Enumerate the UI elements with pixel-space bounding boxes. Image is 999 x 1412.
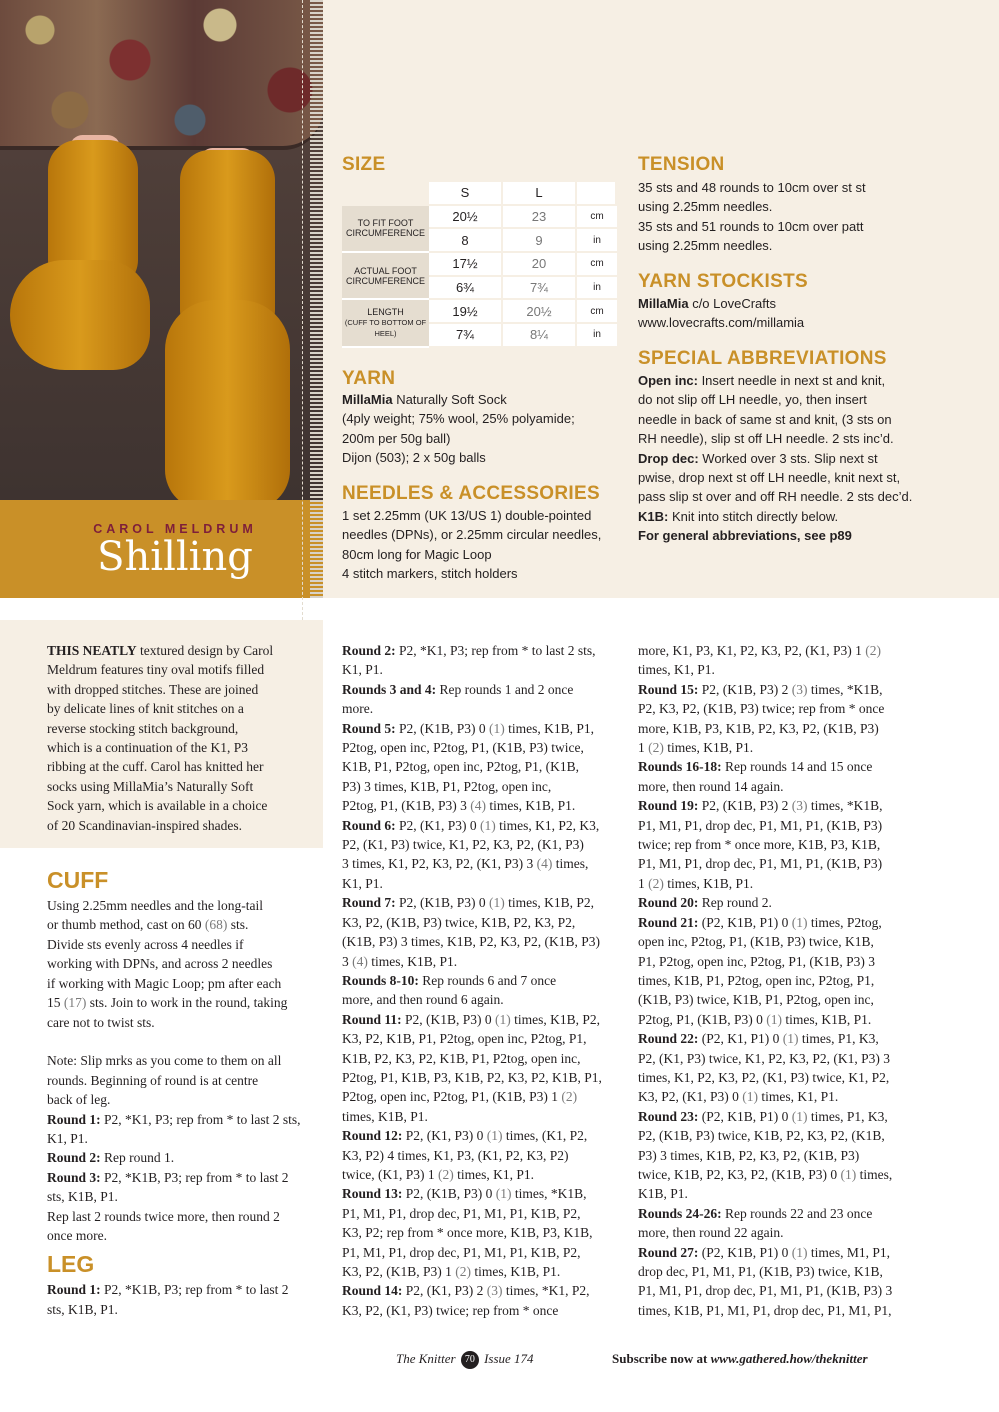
larger-size-value: (1) <box>791 914 808 930</box>
round-line: Round 21: (P2, K1B, P1) 0 (1) times, P2tog, <box>638 914 882 930</box>
larger-size-value: (4) <box>470 798 487 814</box>
size-row-label: TO FIT FOOT CIRCUMFERENCE <box>342 206 429 253</box>
round-line: Round 1: P2, *K1, P3; rep from * to last 2 sts, <box>47 1111 301 1127</box>
round-line: P1, M1, P1, drop dec, P1, M1, P1, K1B, P2, <box>342 1205 581 1221</box>
intro-line: ribbing at the cuff. Carol has knitted her <box>47 759 264 775</box>
round-line: 1 (2) times, K1B, P1. <box>638 740 754 756</box>
round-label: Round 14: <box>342 1283 403 1299</box>
round-line: K3, P2) 4 times, K1, P3, (K1, P2, K3, P2) <box>342 1147 569 1163</box>
cuff-line: or thumb method, cast on 60 (68) sts. <box>47 917 249 933</box>
round-label: Round 13: <box>342 1186 403 1202</box>
abbrev-term: Open inc: <box>638 373 698 388</box>
larger-size-value: (3) <box>791 681 808 697</box>
round-line: Rounds 16-18: Rep rounds 14 and 15 once <box>638 759 873 775</box>
larger-size-value: (1) <box>495 1186 512 1202</box>
round-line: P1, M1, P1, drop dec, P1, M1, P1, (K1B, P3) <box>638 817 883 833</box>
sock-right-foot <box>165 300 290 500</box>
round-line: Round 2: Rep round 1. <box>47 1150 175 1166</box>
round-line: 3 times, K1, P2, K3, P2, (K1, P3) 3 (4) times, <box>342 856 589 872</box>
size-cell: 8¼ <box>503 324 577 348</box>
round-label: Round 1: <box>47 1282 101 1298</box>
tension-heading: TENSION <box>638 154 725 175</box>
unit-cell: in <box>577 229 617 253</box>
stockist-rest: c/o LoveCrafts <box>688 296 777 311</box>
round-line: Round 13: P2, (K1B, P3) 0 (1) times, *K1B, <box>342 1186 587 1202</box>
yarn-line: 200m per 50g ball) <box>342 430 451 446</box>
round-line: Rounds 3 and 4: Rep rounds 1 and 2 once <box>342 681 574 697</box>
author-name: CAROL MELDRUM <box>93 522 257 536</box>
larger-size-value: (3) <box>791 798 808 814</box>
round-line: P2tog, P1, (K1B, P3) 3 (4) times, K1B, P1. <box>342 798 576 814</box>
round-line: K3, P2, (K1, P3) twice; rep from * once <box>342 1302 559 1318</box>
round-label: Round 6: <box>342 817 396 833</box>
yarn-heading: YARN <box>342 368 396 389</box>
round-line: K1, P1. <box>342 662 383 678</box>
round-line: open inc, P2tog, P1, (K1B, P3) twice, K1B, <box>638 934 874 950</box>
round-line: Round 23: (P2, K1B, P1) 0 (1) times, P1, K3, <box>638 1108 888 1124</box>
round-label: Rounds 8-10: <box>342 972 419 988</box>
round-line: 3 (4) times, K1B, P1. <box>342 953 458 969</box>
round-label: Round 1: <box>47 1111 101 1127</box>
round-line: (K1B, P3) 3 times, K1B, P2, K3, P2, (K1B, P3) <box>342 934 601 950</box>
round-line: K1B, P2, K3, P2, K1B, P1, P2tog, open inc, <box>342 1050 581 1066</box>
stockists-heading: YARN STOCKISTS <box>638 271 808 292</box>
abbrev-line: pwise, drop next st off LH needle, knit next st, <box>638 470 901 486</box>
round-label: Round 22: <box>638 1031 699 1047</box>
round-label: Rounds 16-18: <box>638 759 722 775</box>
larger-size-value: (1) <box>480 817 496 833</box>
needles-heading: NEEDLES & ACCESSORIES <box>342 483 600 504</box>
round-line: Round 6: P2, (K1, P3) 0 (1) times, K1, P2, K3, <box>342 817 600 833</box>
tension-line: 35 sts and 48 rounds to 10cm over st st <box>638 180 866 195</box>
larger-size-value: (4) <box>352 953 368 969</box>
column-2 <box>342 641 627 1320</box>
round-line: K1, P1. <box>342 875 383 891</box>
tension-line: using 2.25mm needles. <box>638 199 773 215</box>
abbrev-line: RH needle), slip st off LH needle. 2 sts inc’d. <box>638 431 894 447</box>
round-line: more. <box>342 701 374 717</box>
size-cell: 7¾ <box>429 324 503 348</box>
larger-size-value: (1) <box>840 1166 857 1182</box>
round-label: Round 2: <box>47 1150 101 1166</box>
round-line: more, then round 14 again. <box>638 778 784 794</box>
round-line: more, and then round 6 again. <box>342 992 504 1008</box>
round-line: P2tog, open inc, P2tog, P1, (K1B, P3) twice, <box>342 740 584 756</box>
intro-line: Sock yarn, which is available in a choice <box>47 798 268 814</box>
round-line: P1, M1, P1, drop dec, P1, M1, P1, K1B, P2, <box>342 1244 581 1260</box>
round-line: times, K1, P1. <box>638 662 715 678</box>
size-table <box>342 182 617 348</box>
sock-left-foot <box>10 260 150 370</box>
yarn-line: (4ply weight; 75% wool, 25% polyamide; <box>342 411 575 427</box>
round-line: K3, P2, K1B, P1, P2tog, open inc, P2tog, P1, <box>342 1031 587 1047</box>
stockist-brand: MillaMia <box>638 296 689 311</box>
round-line: Rounds 8-10: Rep rounds 6 and 7 once <box>342 972 557 988</box>
round-line: Round 27: (P2, K1B, P1) 0 (1) times, M1, P1, <box>638 1244 891 1260</box>
round-line: K1B, P1, P2tog, open inc, P2tog, P1, (K1B, <box>342 759 580 775</box>
larger-size-value: (1) <box>489 720 505 736</box>
column-divider <box>302 0 303 620</box>
round-label: Rounds 3 and 4: <box>342 681 437 697</box>
round-line: more, then round 22 again. <box>638 1225 784 1241</box>
round-line: times, K1, P2, K3, P2, (K1, P3) twice, K1, P2, <box>638 1069 890 1085</box>
unit-cell: cm <box>577 206 617 230</box>
intro-line: with dropped stitches. These are joined <box>47 681 259 697</box>
size-heading: SIZE <box>342 154 386 175</box>
round-line: twice, K1B, P2, K3, P2, (K1B, P3) 0 (1) times, <box>638 1166 893 1182</box>
larger-size-value: (1) <box>495 1011 511 1027</box>
abbrev-line: do not slip off LH needle, yo, then insert <box>638 392 867 408</box>
needles-line: 4 stitch markers, stitch holders <box>342 566 518 582</box>
yarn-name: Naturally Soft Sock <box>392 392 507 407</box>
size-cell: 17½ <box>429 253 503 277</box>
round-label: Round 20: <box>638 895 699 911</box>
size-cell: 20½ <box>429 206 503 230</box>
tension-line: using 2.25mm needles. <box>638 238 773 254</box>
larger-size-value: (17) <box>63 995 87 1011</box>
size-cell: 23 <box>503 206 577 230</box>
round-line: Round 15: P2, (K1B, P3) 2 (3) times, *K1B, <box>638 681 883 697</box>
round-label: THIS NEATLY <box>47 643 137 658</box>
subscribe-text: Subscribe now at <box>612 1351 711 1366</box>
intro-line: by delicate lines of knit stitches on a <box>47 701 244 717</box>
leg-heading: LEG <box>47 1251 95 1278</box>
round-line: Round 19: P2, (K1B, P3) 2 (3) times, *K1B, <box>638 798 883 814</box>
larger-size-value: (4) <box>536 856 553 872</box>
round-line: 1 (2) times, K1B, P1. <box>638 875 754 891</box>
round-line: P1, M1, P1, drop dec, P1, M1, P1, (K1B, P3) <box>638 856 883 872</box>
unit-cell: cm <box>577 300 617 324</box>
round-label: Round 19: <box>638 798 699 814</box>
needles-line: needles (DPNs), or 2.25mm circular needles, <box>342 527 602 543</box>
size-col-l: L <box>503 182 577 206</box>
larger-size-value: (1) <box>791 1108 808 1124</box>
larger-size-value: (1) <box>486 1128 503 1144</box>
round-line: P2, K3, P2, (K1B, P3) twice; rep from * once <box>638 701 885 717</box>
spacer <box>47 1032 322 1051</box>
round-label: Round 27: <box>638 1244 699 1260</box>
unit-cell: cm <box>577 253 617 277</box>
larger-size-value: (2) <box>455 1264 472 1279</box>
size-cell: 19½ <box>429 300 503 324</box>
decorative-zigzag <box>310 0 323 598</box>
stockists-info <box>638 294 938 333</box>
round-line: P2, (K1, P3) twice, K1, P2, K3, P2, (K1, P3) <box>342 837 584 853</box>
round-line: Round 7: P2, (K1B, P3) 0 (1) times, K1B, P2, <box>342 895 595 911</box>
round-line: K1B, P1. <box>638 1186 688 1202</box>
footer-issue <box>396 1351 534 1369</box>
unit-cell: in <box>577 324 617 348</box>
round-line: Round 1: P2, *K1B, P3; rep from * to last 2 <box>47 1282 289 1298</box>
round-line: sts, K1B, P1. <box>47 1189 118 1205</box>
size-row-label <box>342 300 429 347</box>
note-line: rounds. Beginning of round is at centre <box>47 1072 259 1088</box>
note-line: back of leg. <box>47 1092 111 1108</box>
round-line: P2, (K1, P3) twice, K1, P2, K3, P2, (K1, P3) 3 <box>638 1050 891 1066</box>
cuff-line: Using 2.25mm needles and the long-tail <box>47 898 263 914</box>
yarn-info <box>342 390 632 468</box>
issue-number: Issue 174 <box>484 1351 534 1366</box>
larger-size-value: (2) <box>561 1089 578 1105</box>
larger-size-value: (2) <box>648 740 664 756</box>
abbrev-term: K1B: <box>638 508 669 524</box>
round-line: Round 3: P2, *K1B, P3; rep from * to last 2 <box>47 1169 289 1185</box>
round-line: K3, P2; rep from * once more, K1B, P3, K1B, <box>342 1225 593 1241</box>
tension-line: 35 sts and 51 rounds to 10cm over patt <box>638 218 864 234</box>
abbrev-heading: SPECIAL ABBREVIATIONS <box>638 348 887 369</box>
round-line: Round 11: P2, (K1B, P3) 0 (1) times, K1B, P2, <box>342 1011 601 1027</box>
design-title: Shilling <box>97 534 253 580</box>
footer-subscribe <box>612 1351 868 1367</box>
needles-line: 1 set 2.25mm (UK 13/US 1) double-pointed <box>342 508 592 523</box>
abbrev-term: Drop dec: <box>638 450 699 466</box>
intro-line: which is a continuation of the K1, P3 <box>47 740 248 756</box>
round-line: more, K1B, P3, K1B, P2, K3, P2, (K1B, P3) <box>638 720 879 736</box>
round-line: (K1B, P3) twice, K1B, P1, P2tog, open inc, <box>638 992 874 1008</box>
round-line: sts, K1B, P1. <box>47 1301 118 1317</box>
note-line: Note: Slip mrks as you come to them on all <box>47 1053 282 1069</box>
larger-size-value: (68) <box>204 917 228 933</box>
larger-size-value: (2) <box>648 875 664 891</box>
intro-line: THIS NEATLY textured design by Carol <box>47 643 274 658</box>
sock-photo <box>0 0 323 500</box>
round-label: Round 23: <box>638 1108 699 1124</box>
cuff-line: if working with Magic Loop; pm after each <box>47 975 282 991</box>
stockist-url[interactable]: www.lovecrafts.com/millamia <box>638 315 805 331</box>
round-line: Round 20: Rep round 2. <box>638 895 772 911</box>
tension-info <box>638 178 938 256</box>
round-line: K3, P2, (K1B, P3) 1 (2) times, K1B, P1. <box>342 1264 561 1279</box>
round-line: P3) 3 times, K1B, P1, P2tog, open inc, <box>342 778 552 794</box>
round-line: Round 5: P2, (K1B, P3) 0 (1) times, K1B, P1, <box>342 720 595 736</box>
round-label: Rounds 24-26: <box>638 1205 722 1221</box>
round-line: times, K1B, P1. <box>342 1108 428 1124</box>
magazine-name: The Knitter <box>396 1351 456 1366</box>
cuff-line: Divide sts evenly across 4 needles if <box>47 936 244 952</box>
round-line: times, K1B, P1, P2tog, open inc, P2tog, P1, <box>638 972 875 988</box>
size-cell: 8 <box>429 229 503 253</box>
skirt-pattern <box>0 0 323 150</box>
abbrev-line: needle in back of same st and knit, (3 sts on <box>638 411 892 427</box>
round-line: twice; rep from * once more, K1B, P3, K1B, <box>638 837 881 853</box>
cuff-line: 15 (17) sts. Join to work in the round, taking <box>47 995 288 1011</box>
size-cell: 9 <box>503 229 577 253</box>
intro-line: reverse stocking stitch background, <box>47 720 239 736</box>
abbrev-def: Worked over 3 sts. Slip next st <box>698 450 878 466</box>
cuff-heading: CUFF <box>47 867 109 894</box>
cuff-line: working with DPNs, and across 2 needles <box>47 956 273 972</box>
size-cell: 20 <box>503 253 577 277</box>
round-line: drop dec, P1, M1, P1, (K1B, P3) twice, K1B, <box>638 1264 883 1279</box>
round-label: Round 7: <box>342 895 396 911</box>
column-3 <box>638 641 923 1320</box>
abbrev-line: pass slip st over and off RH needle. 2 sts dec’d. <box>638 489 913 505</box>
round-line: Round 12: P2, (K1, P3) 0 (1) times, (K1, P2, <box>342 1128 588 1144</box>
larger-size-value: (1) <box>782 1031 799 1047</box>
larger-size-value: (3) <box>486 1283 503 1299</box>
page-number: 70 <box>461 1351 479 1369</box>
round-line: Round 14: P2, (K1, P3) 2 (3) times, *K1, P2, <box>342 1283 590 1299</box>
cuff-line: care not to twist sts. <box>47 1014 155 1030</box>
subscribe-url[interactable]: www.gathered.how/theknitter <box>710 1351 868 1366</box>
intro-line: of 20 Scandinavian-inspired shades. <box>47 817 242 833</box>
round-line: K3, P2, (K1, P3) 0 (1) times, K1, P1. <box>638 1089 839 1105</box>
yarn-brand: MillaMia <box>342 392 393 407</box>
round-line: times, K1B, P1, M1, P1, drop dec, P1, M1, P1, <box>638 1302 892 1318</box>
round-label: Round 11: <box>342 1011 402 1027</box>
round-line: K1, P1. <box>47 1130 88 1146</box>
round-line: P2, (K1B, P3) twice, K1B, P2, K3, P2, (K1B, <box>638 1128 885 1144</box>
round-label: Round 2: <box>342 643 396 658</box>
column-1 <box>47 641 322 1319</box>
intro-line: socks using MillaMia’s Naturally Soft <box>47 778 254 794</box>
round-line: more, K1, P3, K1, P2, K3, P2, (K1, P3) 1 (2) <box>638 643 882 658</box>
larger-size-value: (2) <box>865 643 882 658</box>
round-label: Round 5: <box>342 720 396 736</box>
intro-line: Meldrum features tiny oval motifs filled <box>47 662 265 678</box>
size-row-label-sub: (CUFF TO BOTTOM OF HEEL) <box>344 318 427 339</box>
round-line: P2tog, P1, K1B, P3, K1B, P2, K3, P2, K1B, P1, <box>342 1069 602 1085</box>
round-line: twice, (K1, P3) 1 (2) times, K1, P1. <box>342 1166 534 1182</box>
round-line: once more. <box>47 1227 107 1243</box>
round-line: P2tog, P1, (K1B, P3) 0 (1) times, K1B, P1. <box>638 1011 872 1027</box>
size-cell: 7¾ <box>503 277 577 301</box>
round-label: Round 21: <box>638 914 699 930</box>
round-line: Rounds 24-26: Rep rounds 22 and 23 once <box>638 1205 873 1221</box>
round-line: K3, P2, (K1B, P3) twice, K1B, P2, K3, P2, <box>342 914 576 930</box>
round-label: Round 3: <box>47 1169 101 1185</box>
round-line: Round 2: P2, *K1, P3; rep from * to last 2 sts, <box>342 643 596 658</box>
round-label: Round 12: <box>342 1128 403 1144</box>
larger-size-value: (1) <box>766 1011 783 1027</box>
unit-cell: in <box>577 277 617 301</box>
size-cell: 6¾ <box>429 277 503 301</box>
larger-size-value: (1) <box>742 1089 759 1105</box>
size-col-s: S <box>429 182 503 206</box>
abbrev-info <box>638 371 948 546</box>
larger-size-value: (1) <box>791 1244 808 1260</box>
round-line: P1, M1, P1, drop dec, P1, M1, P1, (K1B, P3) 3 <box>638 1283 893 1299</box>
round-line: P2tog, open inc, P2tog, P1, (K1B, P3) 1 (2) <box>342 1089 578 1105</box>
larger-size-value: (2) <box>437 1166 454 1182</box>
round-line: P3) 3 times, K1B, P2, K3, P2, (K1B, P3) <box>638 1147 860 1163</box>
needles-line: 80cm long for Magic Loop <box>342 546 492 562</box>
round-line: Round 22: (P2, K1, P1) 0 (1) times, P1, K3, <box>638 1031 879 1047</box>
yarn-line: Dijon (503); 2 x 50g balls <box>342 450 486 466</box>
spacer <box>47 835 322 867</box>
round-label: Round 15: <box>638 681 699 697</box>
round-line: Rep last 2 rounds twice more, then round 2 <box>47 1208 280 1224</box>
abbrev-def: Knit into stitch directly below. <box>668 508 839 524</box>
needles-info <box>342 506 632 584</box>
abbrev-def: Insert needle in next st and knit, <box>697 373 886 388</box>
general-abbrev-ref: For general abbreviations, see p89 <box>638 528 852 544</box>
size-row-label: ACTUAL FOOT CIRCUMFERENCE <box>342 253 429 300</box>
size-cell: 20½ <box>503 300 577 324</box>
round-line: P1, P2tog, open inc, P2tog, P1, (K1B, P3) 3 <box>638 953 876 969</box>
size-row-label-main: LENGTH <box>367 307 404 318</box>
larger-size-value: (1) <box>489 895 505 911</box>
